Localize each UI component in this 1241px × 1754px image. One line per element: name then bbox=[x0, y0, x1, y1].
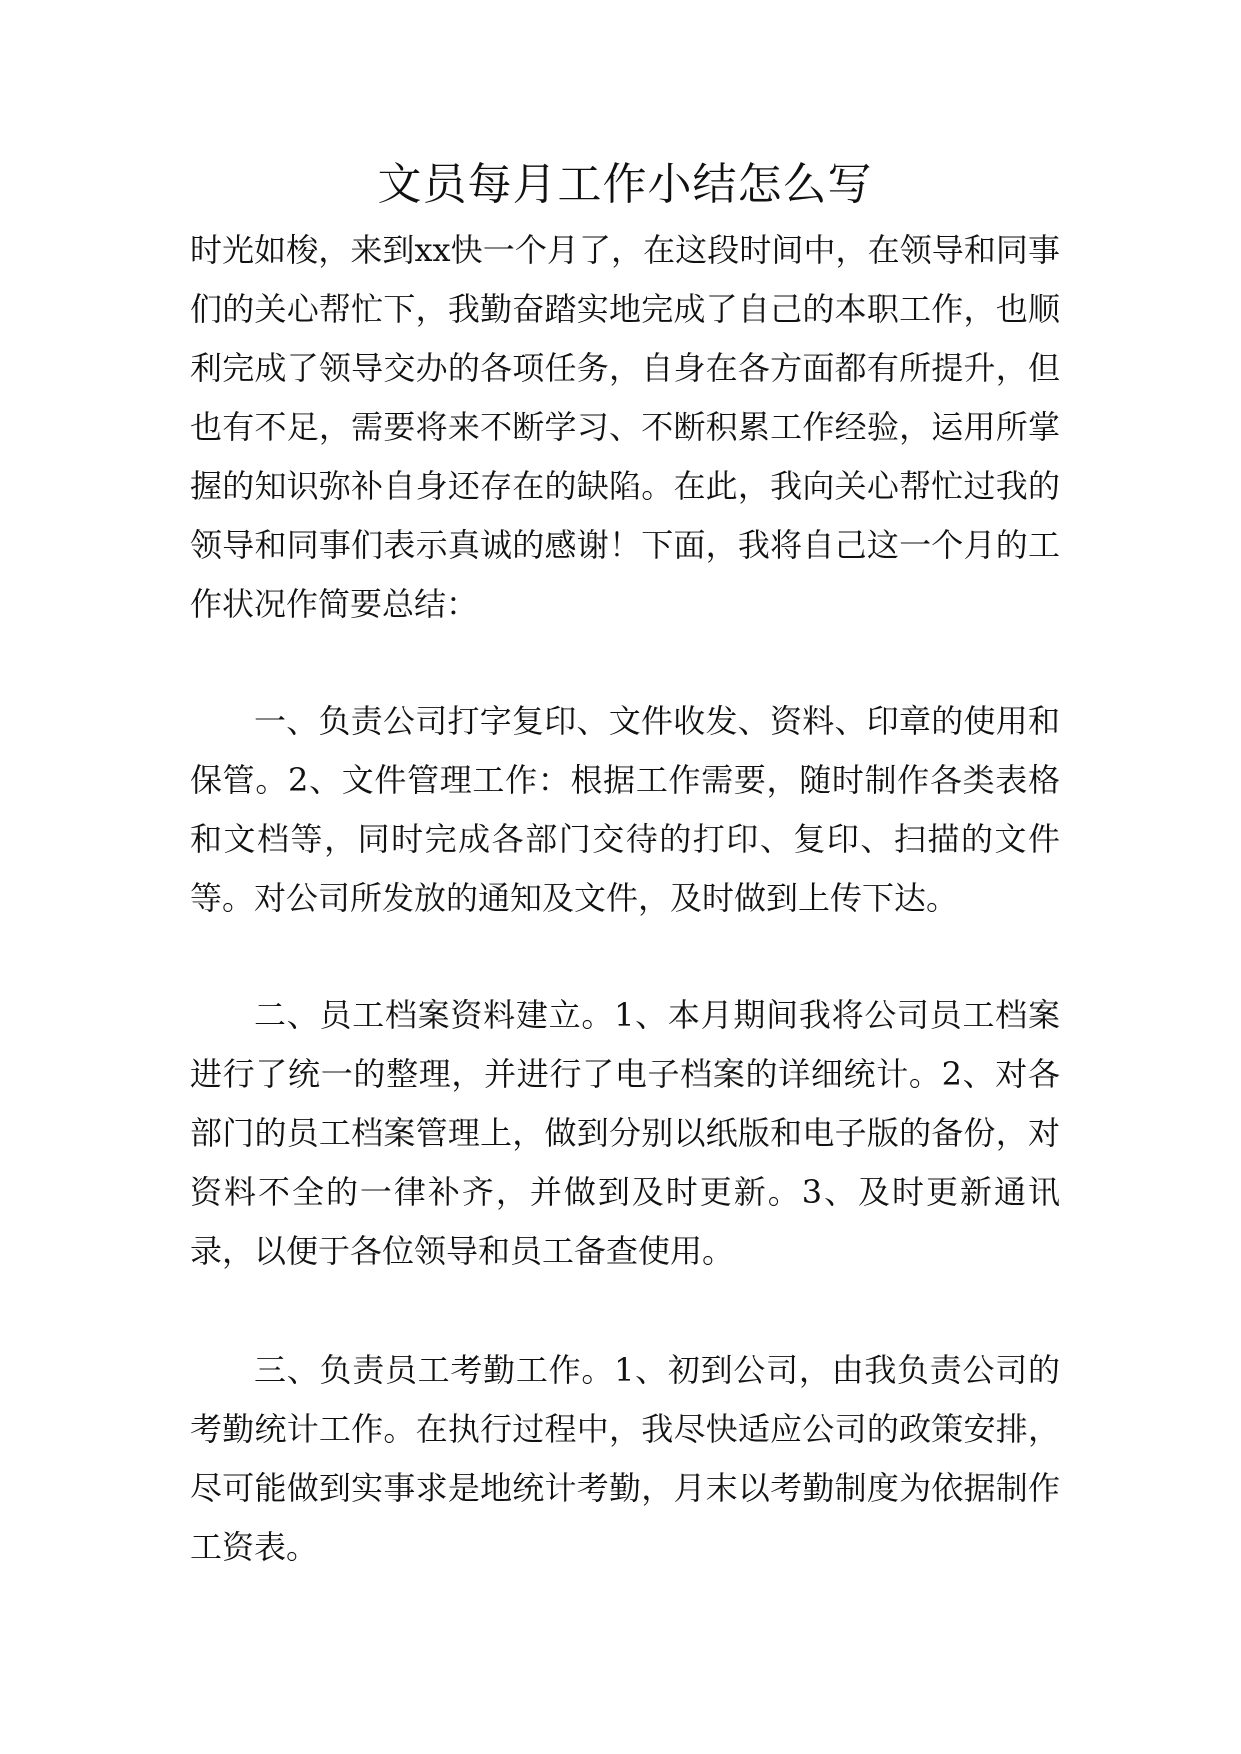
paragraph-section-2: 二、员工档案资料建立。1、本月期间我将公司员工档案进行了统一的整理，并进行了电子档案的详细统计。2、对各部门的员工档案管理上，做到分别以纸版和电子版的备份，对资料不全的一律补齐，并做到及时更新。3、及时更新通讯录，以便于各位领导和员工备查使用。 bbox=[190, 996, 1060, 1270]
document-title: 文员每月工作小结怎么写 bbox=[377, 159, 873, 210]
paragraph-intro: 时光如梭，来到xx快一个月了，在这段时间中，在领导和同事们的关心帮忙下，我勤奋踏实地完成了自己的本职工作，也顺利完成了领导交办的各项任务，自身在各方面都有所提升，但也有不足，需要将来不断学习、不断积累工作经验，运用所掌握的知识弥补自身还存在的缺陷。在此，我向关心帮忙过我的领导和同事们表示真诚的感谢！下面，我将自己这一个月的工作状况作简要总结： bbox=[190, 231, 1060, 623]
paragraph-section-1: 一、负责公司打字复印、文件收发、资料、印章的使用和保管。2、文件管理工作：根据工作需要，随时制作各类表格和文档等，同时完成各部门交待的打印、复印、扫描的文件等。对公司所发放的通知及文件，及时做到上传下达。 bbox=[190, 702, 1060, 917]
paragraph-section-3: 三、负责员工考勤工作。1、初到公司，由我负责公司的考勤统计工作。在执行过程中，我尽快适应公司的政策安排，尽可能做到实事求是地统计考勤，月末以考勤制度为依据制作工资表。 bbox=[190, 1351, 1060, 1566]
